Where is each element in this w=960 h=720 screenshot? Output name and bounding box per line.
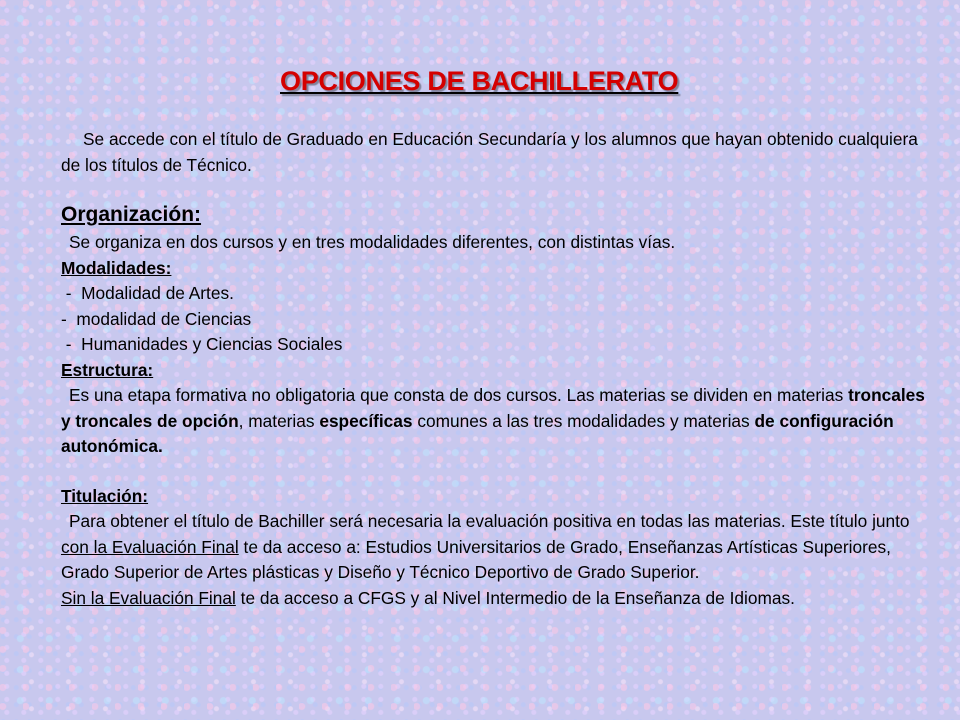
con-evaluacion-final-underline: con la Evaluación Final [61, 536, 239, 557]
organizacion-text: Se organiza en dos cursos y en tres modalidades diferentes, con distintas vías. [69, 232, 676, 252]
modalidades-heading: Modalidades: [61, 257, 172, 278]
modalidad-item: - modalidad de Ciencias [61, 308, 252, 329]
slide-title: OPCIONES DE BACHILLERATO [280, 66, 679, 96]
organizacion-heading: Organización: [61, 203, 202, 226]
intro-paragraph: Se accede con el título de Graduado en Educación Secundaría y los alumnos que hayan obtenido cualquiera de los títulos de Técnico. [61, 129, 918, 175]
modalidad-item: - Modalidad de Artes. [61, 283, 234, 303]
titulacion-text: Para obtener el título de Bachiller será necesaria la evaluación positiva en todas las materias. Este título junto con la Evaluación Final te da acceso a: Estudios Universitarios de Grado, Enseñanzas Artísticas Superiores, Grado Superior de Artes plásticas y Diseño y Técnico Deportivo de Grado Superior. [61, 511, 910, 582]
configuracion-bold: de configuración autonómica. [61, 410, 894, 456]
modalidad-item: - Humanidades y Ciencias Sociales [61, 334, 343, 354]
especificas-bold: específicas [319, 410, 413, 431]
estructura-heading: Estructura: [61, 359, 154, 380]
estructura-text: Es una etapa formativa no obligatoria que consta de dos cursos. Las materias se dividen en materias troncales y troncales de opción, materias específicas comunes a las tres modalidades y materias de configuración autonómica. [61, 385, 925, 456]
sin-evaluacion-final-underline: Sin la Evaluación Final [61, 587, 236, 608]
troncales-bold: troncales y troncales de opción [61, 385, 925, 431]
slide-content [61, 127, 931, 611]
sin-evaluacion-final-text: Sin la Evaluación Final te da acceso a CFGS y al Nivel Intermedio de la Enseñanza de Idiomas. [61, 587, 795, 608]
titulacion-heading: Titulación: [61, 485, 149, 506]
